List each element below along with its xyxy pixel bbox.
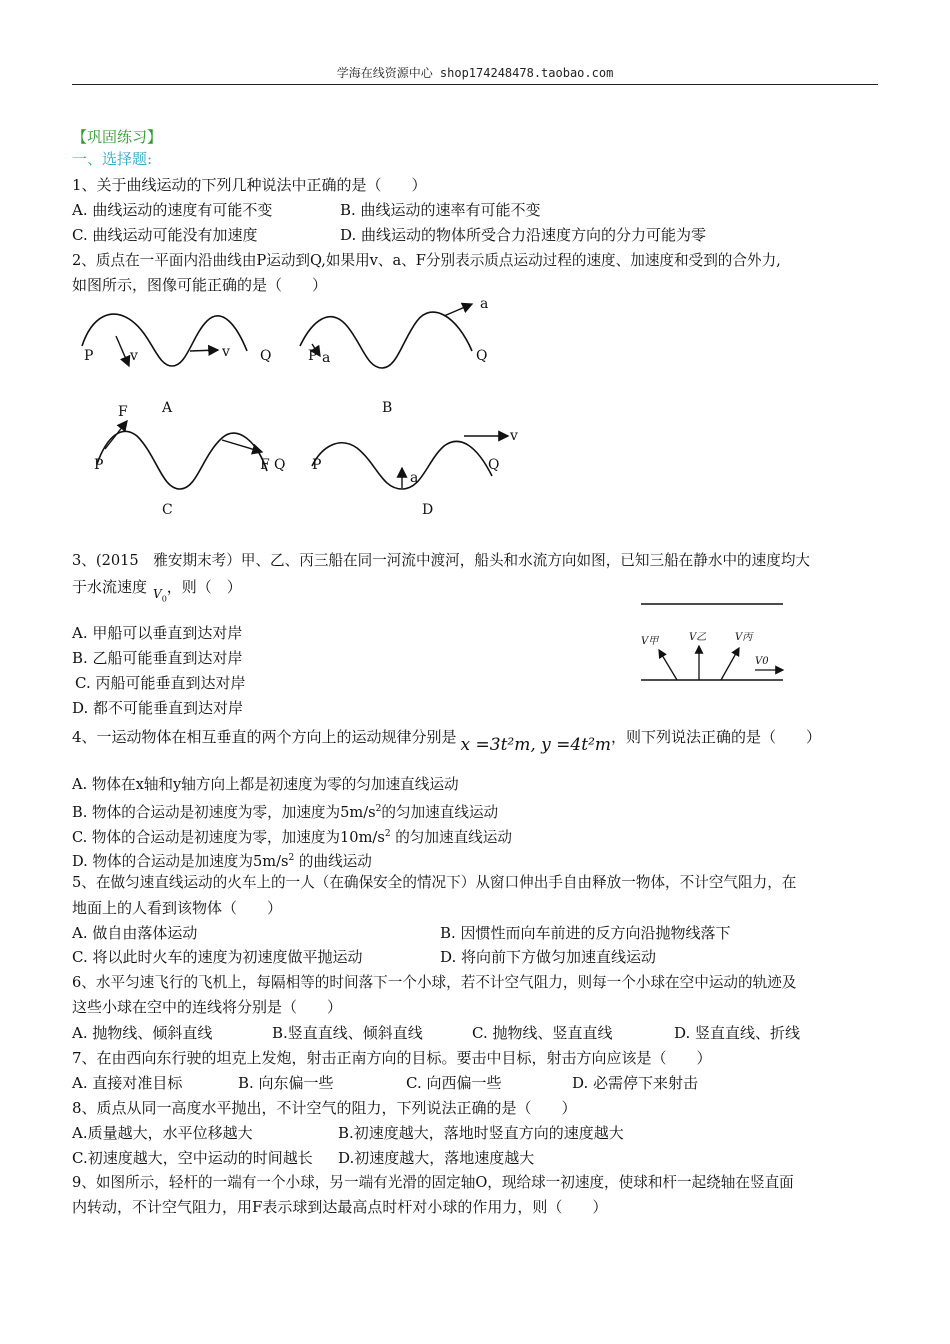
q4-option-b	[72, 798, 498, 820]
q3-stem-line1: 3、(2015 雅安期末考）甲、乙、丙三船在同一河流中渡河，船头和水流方向如图，已知三船在静水中的速度均大	[72, 552, 811, 569]
q2-label-b-a2: a	[480, 296, 489, 312]
q3-river-figure	[637, 600, 787, 684]
q8-options-row1	[72, 1122, 882, 1144]
q2-stem-line2: 如图所示，图像可能正确的是（ ）	[72, 276, 328, 294]
q3-arrow-bing	[721, 648, 739, 680]
q2-label-b-a1: a	[322, 350, 331, 366]
q3-label-water: V0	[755, 656, 769, 667]
q4-option-d-pre: D. 物体的合运动是加速度为5m/s	[72, 853, 289, 870]
q9-stem-line1: 9、如图所示，轻杆的一端有一个小球，另一端有光滑的固定轴O，现给球一初速度，使球和杆一起绕轴在竖直面	[72, 1174, 794, 1191]
q4-option-d-post: 的曲线运动	[294, 853, 372, 870]
q3-label-bing: V丙	[735, 632, 753, 643]
q2-stem-line1: 2、质点在一平面内沿曲线由P运动到Q,如果用v、a、F分别表示质点运动过程的速度、加速度和受到的合外力,	[72, 252, 781, 269]
q2-arrow-b-a2	[444, 304, 472, 316]
q6-stem-line2: 这些小球在空中的连线将分别是（ ）	[72, 998, 343, 1016]
q7-option-a: A. 直接对准目标	[72, 1074, 183, 1092]
q3-option-b: B. 乙船可能垂直到达对岸	[72, 649, 243, 667]
section-title: 【巩固练习】	[72, 128, 163, 146]
q2-label-d: D	[422, 502, 434, 518]
q4-option-c-pre: C. 物体的合运动是初速度为零，加速度为10m/s	[72, 829, 385, 846]
q4-option-b-sq: 2	[375, 804, 382, 814]
q6-options	[72, 1022, 882, 1044]
q3-arrow-jia	[659, 650, 677, 680]
q6-option-a: A. 抛物线、倾斜直线	[72, 1024, 213, 1042]
q2-label-d-p: P	[312, 457, 322, 473]
q2-label-b-p: P	[308, 348, 318, 364]
q3-option-d: D. 都不可能垂直到达对岸	[72, 699, 244, 717]
q2-label-d-a: a	[410, 470, 419, 486]
q7-options	[72, 1072, 882, 1094]
q2-label-d-q: Q	[488, 457, 500, 473]
q2-label-d-v: v	[510, 428, 518, 444]
q3-stem-line2	[72, 576, 242, 604]
q4-option-a: A. 物体在x轴和y轴方向上都是初速度为零的匀加速直线运动	[72, 776, 459, 793]
q7-option-d: D. 必需停下来射击	[572, 1074, 699, 1092]
q1-option-b: B. 曲线运动的速率有可能不变	[340, 201, 541, 219]
q6-stem-line1: 6、水平匀速飞行的飞机上，每隔相等的时间落下一个小球，若不计空气阻力，则每一个小球在空中运动的轨迹及	[72, 974, 797, 991]
q2-arrow-a-v1	[116, 336, 129, 366]
q4-formula: x =3t²m, y =4t²m	[460, 735, 612, 755]
q8-option-c: C.初速度越大，空中运动的时间越长	[72, 1149, 313, 1167]
q4-option-d-sq: 2	[288, 853, 295, 863]
q4-option-d	[72, 847, 372, 869]
q2-label-b: B	[382, 400, 393, 416]
q4-option-b-pre: B. 物体的合运动是初速度为零，加速度为5m/s	[72, 804, 376, 821]
q1-option-d: D. 曲线运动的物体所受合力沿速度方向的分力可能为零	[340, 226, 707, 244]
q5-options-row2	[72, 946, 882, 968]
q5-option-b: B. 因惯性而向车前进的反方向沿抛物线落下	[440, 924, 731, 942]
q3-stem-post: ，则（ ）	[166, 578, 242, 596]
q9-stem-line2: 内转动，不计空气阻力，用F表示球到达最高点时杆对小球的作用力，则（ ）	[72, 1198, 608, 1216]
q6-option-d: D. 竖直直线、折线	[674, 1024, 801, 1042]
q1-stem: 1、关于曲线运动的下列几种说法中正确的是（ ）	[72, 176, 427, 194]
q5-stem-line1: 5、在做匀速直线运动的火车上的一人（在确保安全的情况下）从窗口伸出手自由释放一物体，不计空气阻力，在	[72, 874, 797, 891]
section-subtitle: 一、选择题:	[72, 150, 153, 168]
q6-option-c: C. 抛物线、竖直直线	[472, 1024, 613, 1042]
q4-option-c-sq: 2	[384, 829, 391, 839]
q2-figure	[72, 296, 532, 518]
q2-label-a: A	[162, 400, 173, 416]
q8-option-b: B.初速度越大，落地时竖直方向的速度越大	[338, 1124, 624, 1142]
q1-option-c: C. 曲线运动可能没有加速度	[72, 226, 258, 244]
q8-option-a: A.质量越大，水平位移越大	[72, 1124, 253, 1142]
q3-label-yi: V乙	[689, 632, 707, 643]
q7-option-c: C. 向西偏一些	[406, 1074, 502, 1092]
q2-label-b-q: Q	[476, 348, 488, 364]
q3-v0-letter: V	[153, 587, 162, 601]
q3-v0-symbol	[153, 587, 167, 604]
q5-options-row1	[72, 922, 882, 944]
q3-stem-pre: 于水流速度	[72, 578, 148, 596]
q2-arrow-c-f1	[105, 421, 127, 449]
q1-options-row1	[72, 199, 882, 221]
q2-label-c: C	[162, 502, 173, 518]
q8-options-row2	[72, 1147, 882, 1169]
q4-stem	[72, 726, 822, 755]
q7-option-b: B. 向东偏一些	[238, 1074, 334, 1092]
q4-option-c-post: 的匀加速直线运动	[390, 829, 512, 846]
q2-label-c-f1: F	[118, 404, 128, 420]
q2-arrow-a-v2	[190, 350, 218, 351]
q8-stem: 8、质点从同一高度水平抛出，不计空气的阻力，下列说法正确的是（ ）	[72, 1099, 577, 1117]
q5-option-c: C. 将以此时火车的速度为初速度做平抛运动	[72, 948, 363, 966]
q3-label-jia: V甲	[641, 636, 659, 647]
q8-option-d: D.初速度越大，落地速度越大	[338, 1149, 535, 1167]
q6-option-b: B.竖直直线、倾斜直线	[272, 1024, 423, 1042]
q7-stem: 7、在由西向东行驶的坦克上发炮，射击正南方向的目标。要击中目标，射击方向应该是（ ）	[72, 1049, 712, 1067]
q2-label-a-q: Q	[260, 348, 272, 364]
q2-label-c-p: P	[94, 457, 104, 473]
q3-v0-sub: 0	[161, 594, 167, 604]
q3-option-c: C. 丙船可能垂直到达对岸	[75, 674, 246, 692]
q2-arrow-c-f2	[222, 440, 262, 452]
page-header: 学海在线资源中心 shop174248478.taobao.com	[72, 64, 878, 85]
q4-stem-post: ，则下列说法正确的是（ ）	[611, 728, 822, 746]
q4-option-b-post: 的匀加速直线运动	[381, 804, 499, 821]
q2-label-a-v2: v	[222, 344, 230, 360]
q1-options-row2	[72, 224, 882, 246]
q3-option-a: A. 甲船可以垂直到达对岸	[72, 624, 243, 642]
q5-option-d: D. 将向前下方做匀加速直线运动	[440, 948, 657, 966]
q4-stem-pre: 4、一运动物体在相互垂直的两个方向上的运动规律分别是	[72, 728, 457, 746]
q2-curve-c	[97, 431, 267, 489]
q2-label-a-v1: v	[130, 348, 138, 364]
q4-option-c	[72, 823, 512, 845]
q2-label-c-f2: F	[260, 457, 270, 473]
q5-option-a: A. 做自由落体运动	[72, 924, 198, 942]
q1-option-a: A. 曲线运动的速度有可能不变	[72, 201, 273, 219]
q5-stem-line2: 地面上的人看到该物体（ ）	[72, 899, 283, 917]
q2-label-c-q: Q	[274, 457, 286, 473]
q2-label-a-p: P	[84, 348, 94, 364]
